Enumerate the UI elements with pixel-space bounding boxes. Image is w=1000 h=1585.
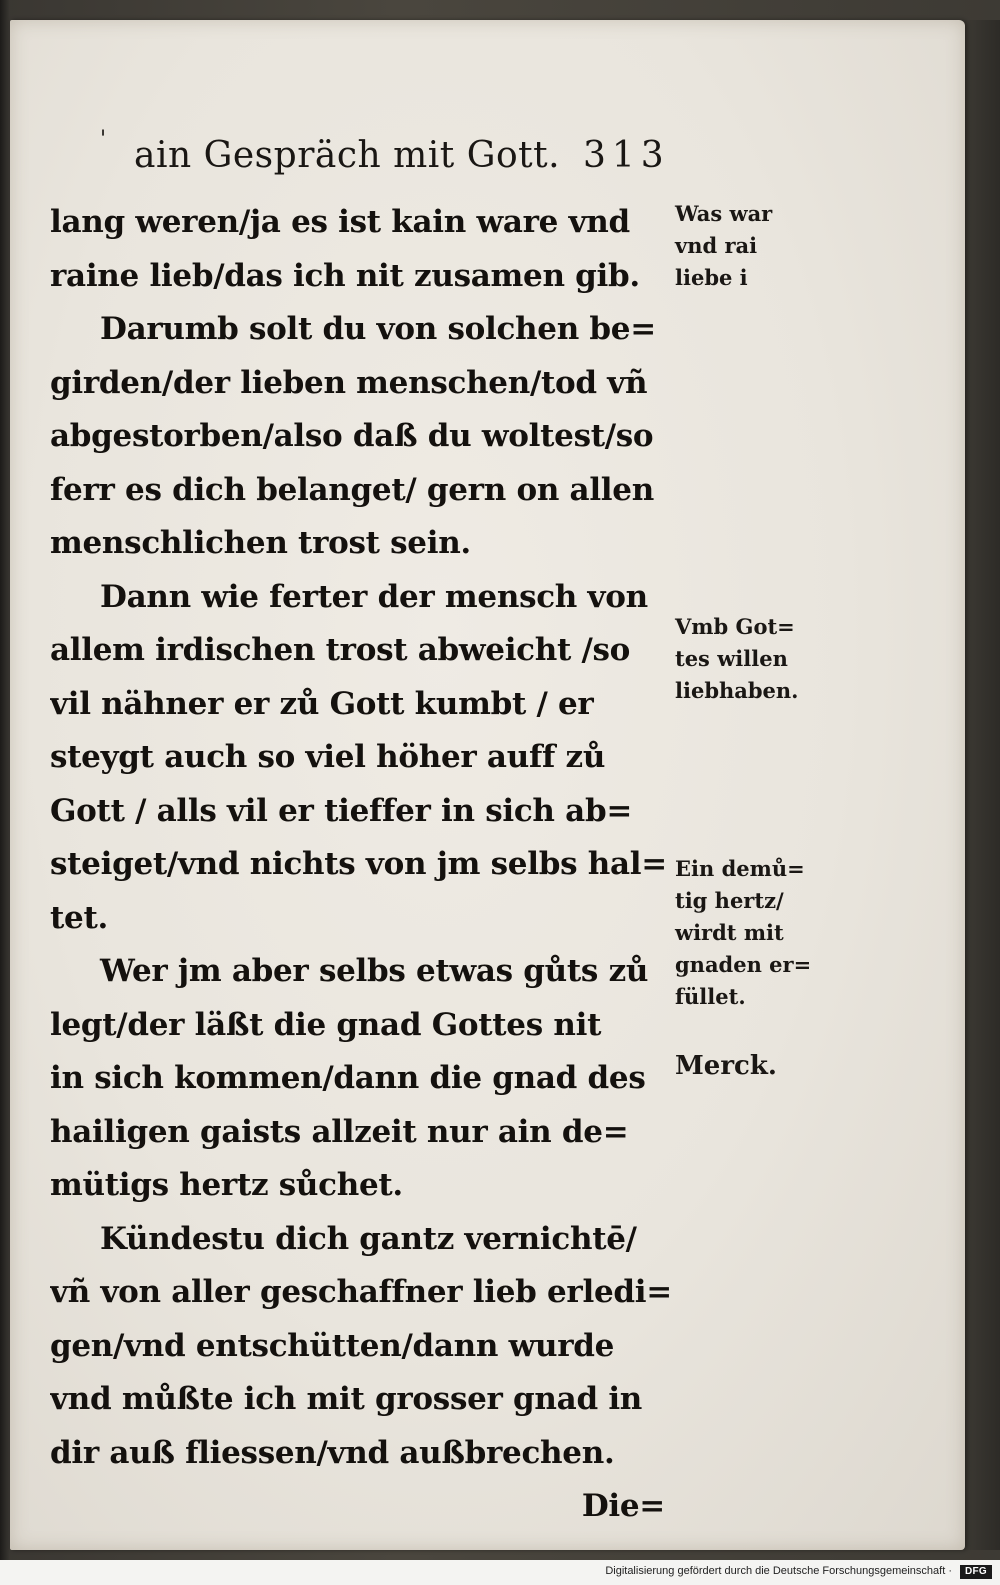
text-line: menschlichen trost sein. — [50, 525, 471, 561]
margin-note-line: Vmb Got= — [675, 614, 795, 639]
text-line: vñ von aller geschaffner lieb erledi= — [50, 1274, 672, 1310]
margin-note — [675, 198, 875, 294]
running-head-marker: ' — [100, 127, 107, 152]
text-line: Gott / alls vil er tieffer in sich ab= — [50, 792, 633, 829]
margin-note-line: füllet. — [675, 984, 746, 1009]
dfg-logo: DFG — [960, 1565, 992, 1579]
text-line: legt/der läßt die gnad Gottes nit — [50, 1006, 602, 1043]
text-line: ferr es dich belanget/ gern on allen — [50, 471, 654, 508]
running-head-title: ain Gespräch mit Gott. — [134, 135, 561, 176]
scan-border-right — [965, 20, 1000, 1550]
page-number: 313 — [583, 135, 670, 176]
running-head — [100, 127, 670, 176]
margin-note-line: Merck. — [675, 1051, 777, 1081]
footer-bar — [0, 1560, 1000, 1585]
margin-note-line: tig hertz/ — [675, 888, 784, 913]
text-line: abgestorben/also daß du woltest/so — [50, 418, 654, 454]
text-line: vil nähner er zů Gott kumbt / er — [50, 685, 594, 722]
margin-note-line: liebhaben. — [675, 678, 799, 703]
main-text-block — [50, 196, 675, 1534]
text-line: steiget/vnd nichts von jm selbs hal= — [50, 846, 667, 882]
margin-note-line: gnaden er= — [675, 952, 812, 977]
text-line: gen/vnd entschütten/dann wurde — [50, 1327, 615, 1364]
text-line: hailigen gaists allzeit nur ain de= — [50, 1113, 629, 1150]
text-line: vnd můßte ich mit grosser gnad in — [50, 1381, 643, 1417]
text-line: mütigs hertz sůchet. — [50, 1167, 403, 1203]
catchword: Die= — [581, 1488, 665, 1524]
text-line: Wer jm aber selbs etwas gůts zů — [100, 953, 649, 989]
text-line: Dann wie ferter der mensch von — [100, 578, 648, 615]
text-line: Kündestu dich gantz vernichtē/ — [100, 1220, 637, 1257]
text-line: raine lieb/das ich nit zusamen gib. — [50, 257, 640, 294]
margin-note — [675, 1050, 875, 1082]
text-line: tet. — [50, 899, 108, 936]
text-line: Darumb solt du von solchen be= — [100, 311, 656, 347]
margin-note-line: liebe i — [675, 265, 748, 290]
margin-note-line: Was war — [675, 201, 773, 226]
margin-note — [675, 611, 875, 707]
margin-note — [675, 853, 875, 1013]
text-line: in sich kommen/dann die gnad des — [50, 1060, 646, 1096]
text-line: lang weren/ja es ist kain ware vnd — [50, 204, 630, 240]
footer-credit: Digitalisierung gefördert durch die Deutsche Forschungsgemeinschaft · — [605, 1565, 952, 1577]
text-line: girden/der lieben menschen/tod vñ — [50, 364, 648, 401]
margin-note-line: vnd rai — [675, 233, 758, 258]
text-line: steygt auch so viel höher auff zů — [50, 739, 606, 775]
margin-note-line: Ein demů= — [675, 856, 805, 881]
text-line: dir auß fliessen/vnd außbrechen. — [50, 1434, 615, 1471]
margin-note-line: tes willen — [675, 646, 788, 671]
text-line: allem irdischen trost abweicht /so — [50, 632, 631, 668]
margin-note-line: wirdt mit — [675, 920, 784, 945]
book-spine-edge — [0, 0, 10, 1560]
